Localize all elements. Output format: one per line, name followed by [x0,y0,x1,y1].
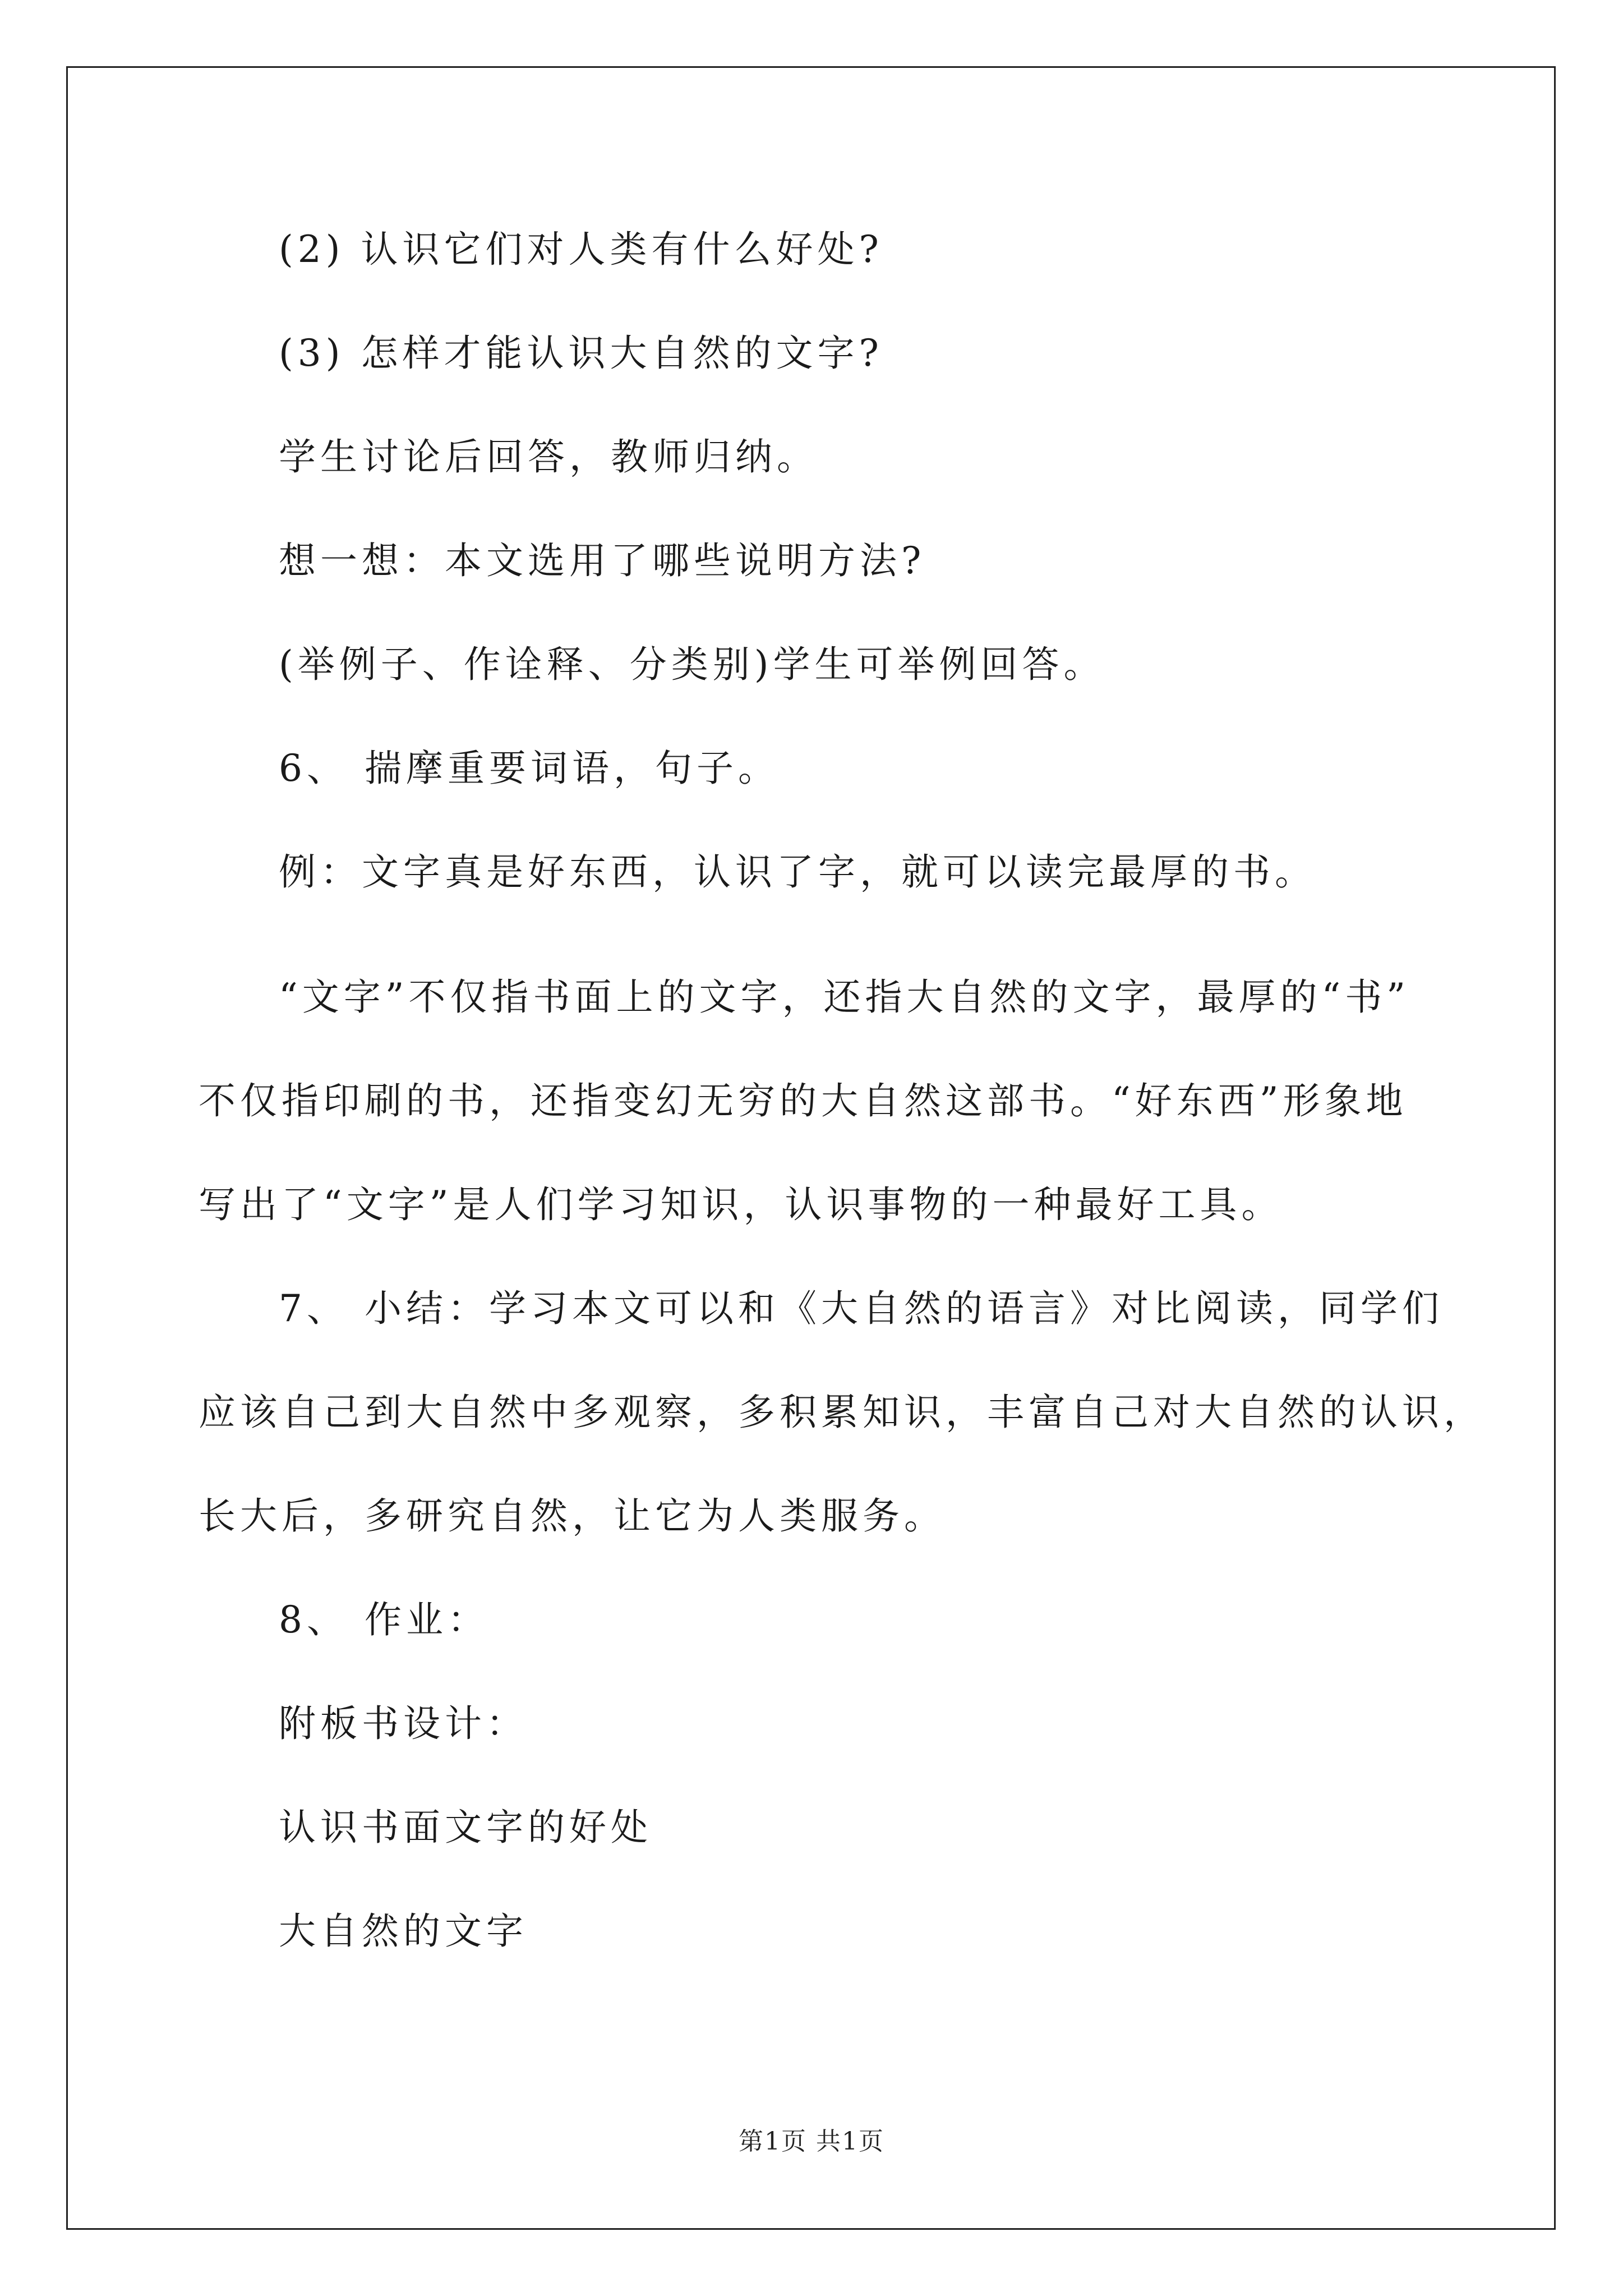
methods-answer: (举例子、作诠释、分类别)学生可举例回答。 [279,643,1105,686]
section-6-heading: 6、 揣摩重要词语，句子。 [279,747,780,790]
blackboard-item-2: 大自然的文字 [279,1910,528,1953]
paragraph-line-1: “文字”不仅指书面上的文字，还指大自然的文字，最厚的“书” [279,976,1410,1019]
example-line: 例：文字真是好东西，认识了字，就可以读完最厚的书。 [279,850,1316,894]
blackboard-design-heading: 附板书设计： [279,1702,528,1745]
homework-heading: 8、 作业： [279,1598,489,1641]
think-question: 想一想：本文选用了哪些说明方法? [279,539,926,582]
paragraph-line-2: 不仅指印刷的书，还指变幻无穷的大自然这部书。“好东西”形象地 [199,1079,1408,1122]
summary-line-1: 7、 小结：学习本文可以和《大自然的语言》对比阅读，同学们 [279,1287,1444,1330]
summary-line-2: 应该自己到大自然中多观察，多积累知识，丰富自己对大自然的认识， [199,1391,1485,1434]
summary-line-3: 长大后，多研究自然，让它为人类服务。 [199,1494,946,1538]
page-number-footer: 第1页 共1页 [739,2127,884,2156]
question-3: (3) 怎样才能认识大自然的文字? [279,332,883,375]
page-frame [66,66,1556,2230]
discussion-line: 学生讨论后回答，教师归纳。 [279,435,818,478]
paragraph-line-3: 写出了“文字”是人们学习知识，认识事物的一种最好工具。 [199,1183,1283,1226]
question-2: (2) 认识它们对人类有什么好处? [279,228,883,271]
blackboard-item-1: 认识书面文字的好处 [279,1806,652,1849]
